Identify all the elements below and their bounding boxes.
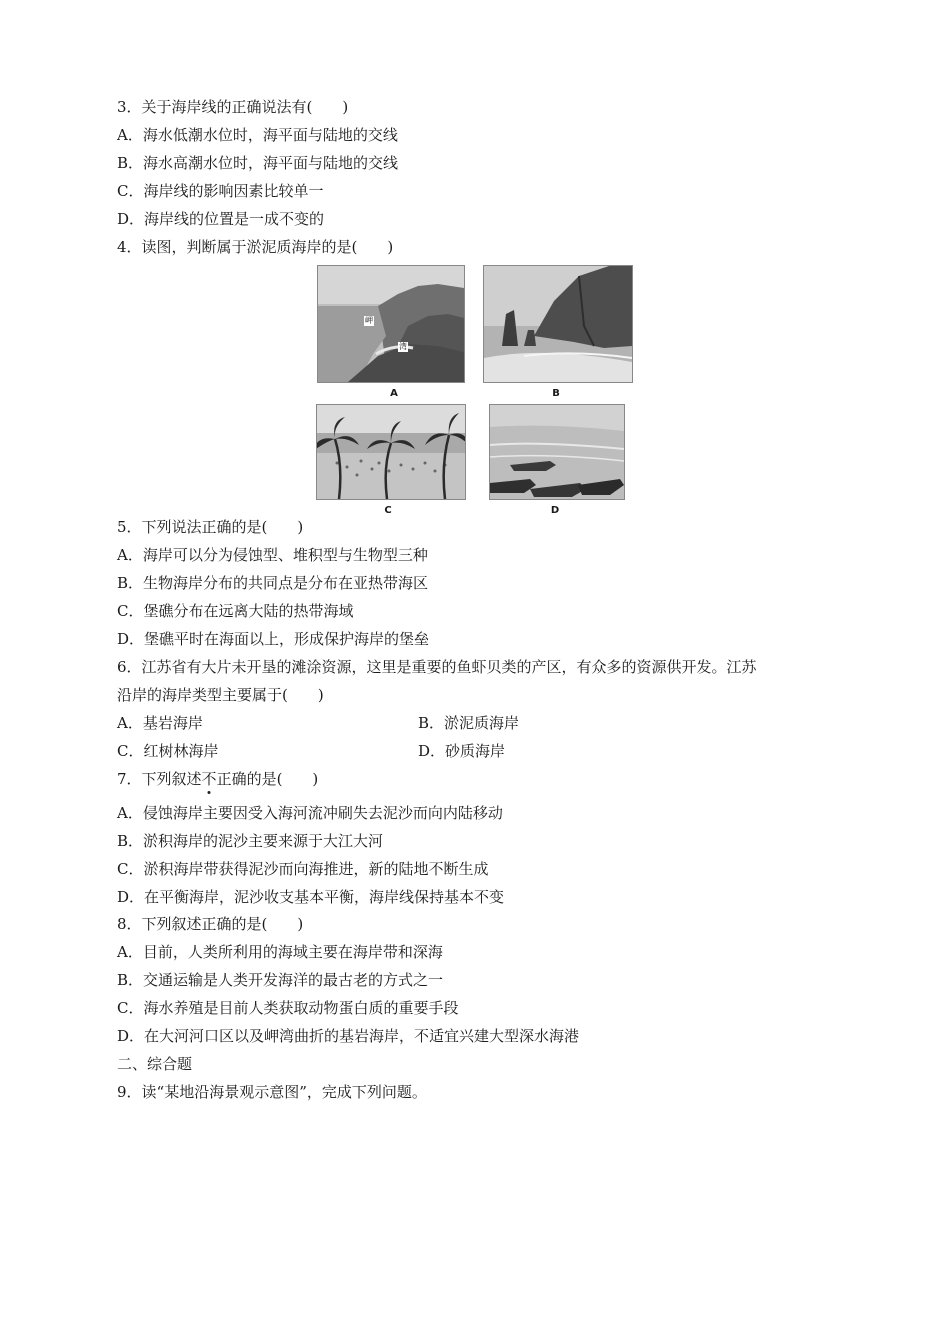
headland-tag: 岬: [365, 316, 373, 325]
q8-option-a: A．目前，人类所利用的海域主要在海岸带和深海: [117, 943, 443, 961]
q6-stem-line2: 沿岸的海岸类型主要属于( ): [117, 686, 324, 704]
q6-option-a: A．基岩海岸: [117, 714, 203, 732]
bay-tag: 湾: [399, 342, 407, 351]
q7-stem-emphasis: 不: [201, 770, 217, 788]
q4-stem: 4．读图，判断属于淤泥质海岸的是( ): [117, 238, 394, 256]
q3-option-a: A．海水低潮水位时，海平面与陆地的交线: [117, 126, 398, 144]
q7-option-c: C．淤积海岸带获得泥沙而向海推进，新的陆地不断生成: [117, 860, 489, 878]
q7-option-b: B．淤积海岸的泥沙主要来源于大江大河: [117, 832, 384, 850]
q3-stem: 3．关于海岸线的正确说法有( ): [117, 98, 349, 116]
q8-option-c: C．海水养殖是目前人类获取动物蛋白质的重要手段: [117, 999, 459, 1017]
q7-option-a: A．侵蚀海岸主要因受入海河流冲刷失去泥沙而向内陆移动: [117, 804, 503, 822]
q8-option-b: B．交通运输是人类开发海洋的最古老的方式之一: [117, 971, 444, 989]
q3-option-d: D．海岸线的位置是一成不变的: [117, 210, 325, 228]
q5-stem: 5．下列说法正确的是( ): [117, 518, 304, 536]
q5-option-a: A．海岸可以分为侵蚀型、堆积型与生物型三种: [117, 546, 428, 564]
photo-mudflat-boats: [489, 404, 625, 500]
caption-d: D: [550, 505, 560, 516]
q3-option-b: B．海水高潮水位时，海平面与陆地的交线: [117, 154, 399, 172]
q6-option-b: B．淤泥质海岸: [418, 714, 520, 732]
caption-a: A: [390, 388, 398, 399]
q5-option-c: C．堡礁分布在远离大陆的热带海域: [117, 602, 354, 620]
q7-stem-suffix: 正确的是( ): [216, 770, 319, 788]
q7-option-d: D．在平衡海岸，泥沙收支基本平衡，海岸线保持基本不变: [117, 888, 505, 906]
photo-cliff-coast: [483, 265, 633, 383]
q7-stem: [117, 769, 318, 789]
caption-c: C: [384, 505, 392, 516]
photo-palm-beach: [316, 404, 466, 500]
section-heading: 二、综合题: [117, 1055, 193, 1073]
q7-stem-prefix: 7．下列叙述: [117, 770, 202, 788]
caption-b: B: [552, 388, 560, 399]
q6-stem-line1: 6．江苏省有大片未开垦的滩涂资源，这里是重要的鱼虾贝类的产区，有众多的资源供开发。江苏: [117, 658, 757, 676]
q8-option-d: D．在大河河口区以及岬湾曲折的基岩海岸，不适宜兴建大型深水海港: [117, 1027, 580, 1045]
photo-headland-bay: [317, 265, 465, 383]
q9-stem: 9．读“某地沿海景观示意图”，完成下列问题。: [117, 1083, 427, 1101]
q3-option-c: C．海岸线的影响因素比较单一: [117, 182, 324, 200]
q6-option-d: D．砂质海岸: [418, 742, 506, 760]
q5-option-b: B．生物海岸分布的共同点是分布在亚热带海区: [117, 574, 429, 592]
q5-option-d: D．堡礁平时在海面以上，形成保护海岸的堡垒: [117, 630, 430, 648]
q8-stem: 8．下列叙述正确的是( ): [117, 915, 304, 933]
q6-option-c: C．红树林海岸: [117, 742, 219, 760]
